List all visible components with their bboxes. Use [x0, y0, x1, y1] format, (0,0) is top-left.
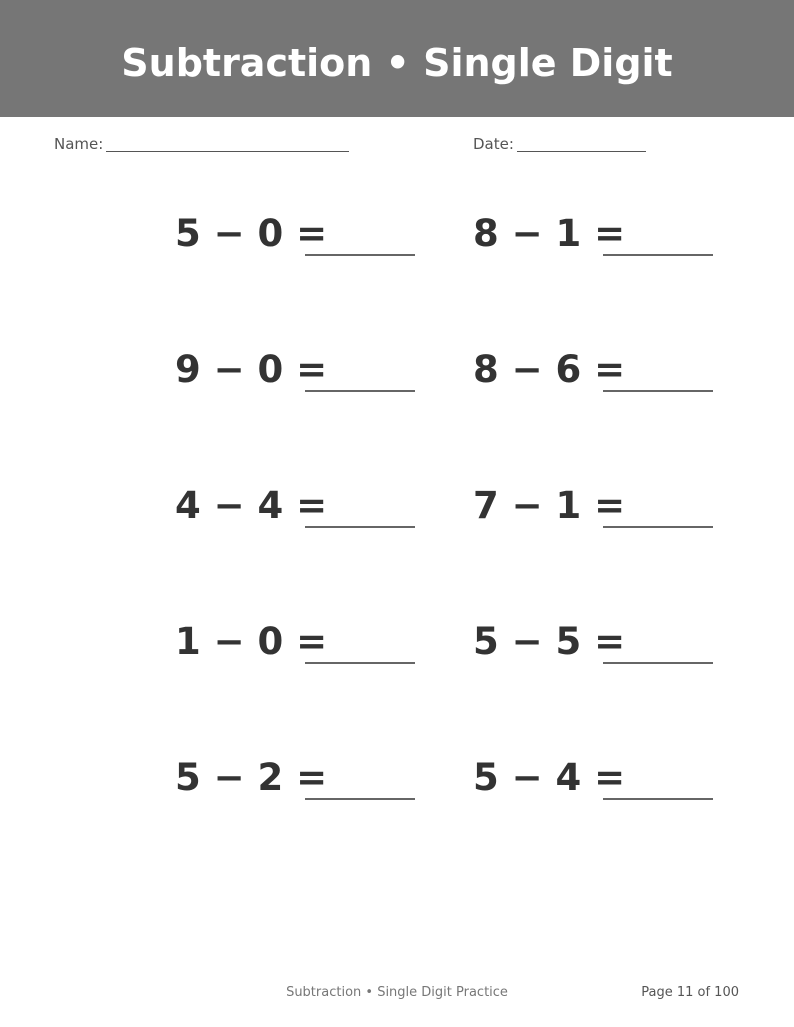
problem-9: 5 − 2 = — [175, 756, 328, 799]
date-label: Date: — [473, 135, 514, 153]
page-title: Subtraction • Single Digit — [121, 41, 673, 85]
problem-4: 8 − 6 = — [473, 348, 626, 391]
problem-3: 9 − 0 = — [175, 348, 328, 391]
problem-8: 5 − 5 = — [473, 620, 626, 663]
problem-1: 5 − 0 = — [175, 212, 328, 255]
problem-2: 8 − 1 = — [473, 212, 626, 255]
footer-title: Subtraction • Single Digit Practice — [286, 985, 508, 1000]
page-number: Page 11 of 100 — [641, 985, 739, 1000]
answer-line-8 — [603, 662, 713, 664]
answer-line-1 — [305, 254, 415, 256]
date-field-line — [517, 151, 646, 152]
answer-line-2 — [603, 254, 713, 256]
answer-line-3 — [305, 390, 415, 392]
problem-6: 7 − 1 = — [473, 484, 626, 527]
name-field-line — [106, 151, 349, 152]
page-header — [0, 0, 794, 117]
name-label: Name: — [54, 135, 104, 153]
answer-line-4 — [603, 390, 713, 392]
problem-5: 4 − 4 = — [175, 484, 328, 527]
answer-line-9 — [305, 798, 415, 800]
answer-line-10 — [603, 798, 713, 800]
problem-7: 1 − 0 = — [175, 620, 328, 663]
answer-line-7 — [305, 662, 415, 664]
problem-10: 5 − 4 = — [473, 756, 626, 799]
answer-line-5 — [305, 526, 415, 528]
answer-line-6 — [603, 526, 713, 528]
